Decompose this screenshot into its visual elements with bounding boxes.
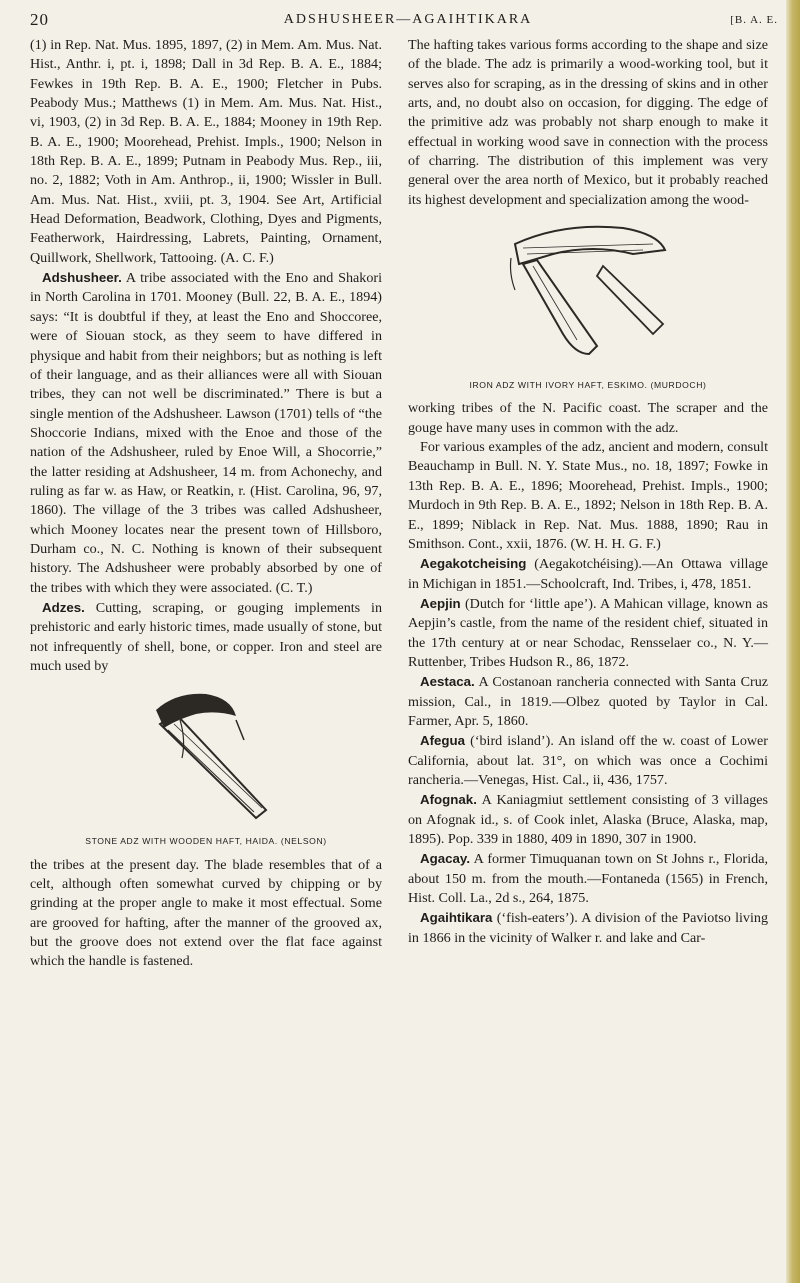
entry-afegua [408,731,768,790]
entry-text-afognak: A Kaniagmiut settlement consisting of 3 villages on Afognak id., s. of Cook inlet, Alaska (Bruce, Alaska, map, 1895). Pop. 339 in 1880, 409 in 1890, 307 in 1900. [408,792,768,847]
running-header [30,8,786,34]
entry-text-aestaca: A Costanoan rancheria connected with Santa Cruz mission, Cal., in 1819.—Olbez quoted by Taylor in Cal. Farmer, Apr. 5, 1860. [408,674,768,729]
entry-text-adshusheer: A tribe associated with the Eno and Shakori in North Carolina in 1701. Mooney (Bull. 22, B. A. E., 1894) says: “It is doubtful if they, at least the Eno and Shoccoree, were of Siouan stock, as they seem to have differed in physique and habit from their neighbors; but as nothing is left of their language, and as their alliances were all with Siouan tribes, they can not well be discriminated.” There is but a single mention of the Adshusheer. Lawson (1701) tells of “the Shoccorie Indians, mixed with the Enoe and those of the nation of the Adshusheer, ruled by Enoe Will, a Shocorrie,” the latter residing at Adshusheer, 14 m. from Achonechy, and ruling as far w. as Haw, or Reatkin, r. (Hist. Carolina, 96, 97, 1860). The village of the 3 tribes was called Adshusheer, which Mooney locates near the present town of Hillsboro, Durham co., N. C. Nothing is known of their subsequent history. The Adshusheer were probably absorbed by one of the tribes with which they were associated. (C. T.) [30,270,382,596]
section-letters: [B. A. E. [730,14,778,26]
figure-caption-stone-adz: STONE ADZ WITH WOODEN HAFT, HAIDA. (NELSON) [85,836,327,847]
entry-text-agacay: A former Timuquanan town on St Johns r., Florida, about 150 m. from the mouth.—Fontaneda (1565) in French, Hist. Coll. La., 2d s., 264, 1875. [408,851,768,907]
entry-adzes-continued: the tribes at the present day. The blade resembles that of a celt, although often somewhat curved by chipping or by grinding at the proper angle to make it most effectual. Some are grooved for hafting, after the manner of the grooved ax, but the groove does not extend over the flat face against which the handle is fastened. [30,856,382,970]
entry-text-adzes: Cutting, scraping, or gouging implements in prehistoric and early historic times, made usually of stone, but not infrequently of shell, bone, or copper. Iron and steel are much used by [30,599,382,674]
right-column [408,36,768,948]
headword-aegakotcheising: Aegakotcheising [420,556,527,572]
entry-agacay [408,849,768,908]
entry-aestaca [408,672,768,731]
entry-adshusheer [30,268,382,598]
stone-adz-figure [30,680,382,851]
hafting-paragraph: The hafting takes various forms according to the shape and size of the blade. The adz is primarily a wood-working tool, but it serves also for scraping, as in the dressing of skins and in other arts, and, no doubt also on occasion, for digging. The edge of the primitive adz was probably not sharp enough to make it effectual in working wood save in connection with the process of charring. The distribution of this implement was very general over the area north of Mexico, but it probably reached its highest development and specialization among the wood- [408,37,768,208]
page-edge-strip [786,0,800,1283]
entry-afognak [408,790,768,849]
entry-aegakotcheising [408,554,768,594]
entry-text-aepjin: (Dutch for ‘little ape’). A Mahican village, known as Aepjin’s castle, from the name of the resident chief, situated in the 17th century at or near Schodac, Rensselaer co., N. Y.—Ruttenber, Tribes Hudson R., 86, 1872. [408,595,768,670]
stone-adz-illustration [116,680,296,830]
left-column [30,36,382,972]
examples-paragraph: For various examples of the adz, ancient and modern, consult Beauchamp in Bull. N. Y. State Mus., no. 18, 1897; Fowke in 13th Rep. B. A. E., 1896; Moorehead, Prehist. Impls., 1900; Murdoch in 9th Rep. B. A. E., 1892; Nelson in 18th Rep. B. A. E., 1899; Niblack in Rep. Nat. Mus. 1888, 1890; Rau in Smithson. Cont., xxii, 1876. (W. H. H. G. F.) [408,439,768,552]
headword-adshusheer: Adshusheer. [42,270,122,286]
headword-afegua: Afegua [420,733,466,749]
entry-aepjin [408,594,768,672]
iron-adz-figure [408,214,768,395]
entry-text-agaihtikara: (‘fish-eaters’). A division of the Paviotso living in 1866 in the vicinity of Walker r. and lake and Car- [408,910,768,946]
headword-afognak: Afognak. [420,792,477,808]
entry-text-afegua: (‘bird island’). An island off the w. coast of Lower California, about lat. 31°, on which was once a Cochimi rancheria.—Venegas, Hist. Cal., ii, 436, 1757. [408,733,768,788]
headword-adzes: Adzes. [42,599,85,615]
headword-agacay: Agacay. [420,851,471,867]
entry-text-aegakotcheising: (Aegakotchéising).—An Ottawa village in Michigan in 1851.—Schoolcraft, Ind. Tribes, i, 478, 1851. [408,556,768,592]
working-paragraph: working tribes of the N. Pacific coast. The scraper and the gouge have many uses in common with the adz. [408,400,768,436]
headword-aepjin: Aepjin [420,595,461,611]
bibliography-paragraph: (1) in Rep. Nat. Mus. 1895, 1897, (2) in Mem. Am. Mus. Nat. Hist., Anthr. i, pt. i, 1898; Dall in 3d Rep. B. A. E., 1884; Fewkes in 19th Rep. B. A. E., 1900; Fletcher in Pubs. Peabody Mus.; Matthews (1) in Mem. Am. Mus. Nat. Hist., vi, 1903, (2) in 3d Rep. B. A. E., 1884; Mooney in 19th Rep. B. A. E., 1900; Moorehead, Prehist. Impls., 1900; Nelson in 18th Rep. B. A. E., 1899; Putnam in Peabody Mus. Rep., iii, no. 2, 1882; Voth in Am. Anthrop., ii, 1900; Wissler in Bull. Am. Mus. Nat. Hist., xviii, pt. 3, 1904. See Art, Artificial Head Deformation, Beadwork, Clothing, Dyes and Pigments, Featherwork, Hairdressing, Labrets, Painting, Ornament, Quillwork, Shellwork, Tattooing. (A. C. F.) [30,37,382,266]
figure-caption-iron-adz: IRON ADZ WITH IVORY HAFT, ESKIMO. (MURDOCH) [469,380,707,391]
entry-agaihtikara [408,908,768,948]
iron-adz-illustration [493,214,683,374]
headword-agaihtikara: Agaihtikara [420,910,493,926]
running-title: ADSHUSHEER—AGAIHTIKARA [283,12,533,27]
headword-aestaca: Aestaca. [420,674,475,690]
page-number: 20 [30,10,49,29]
entry-adzes [30,598,382,676]
